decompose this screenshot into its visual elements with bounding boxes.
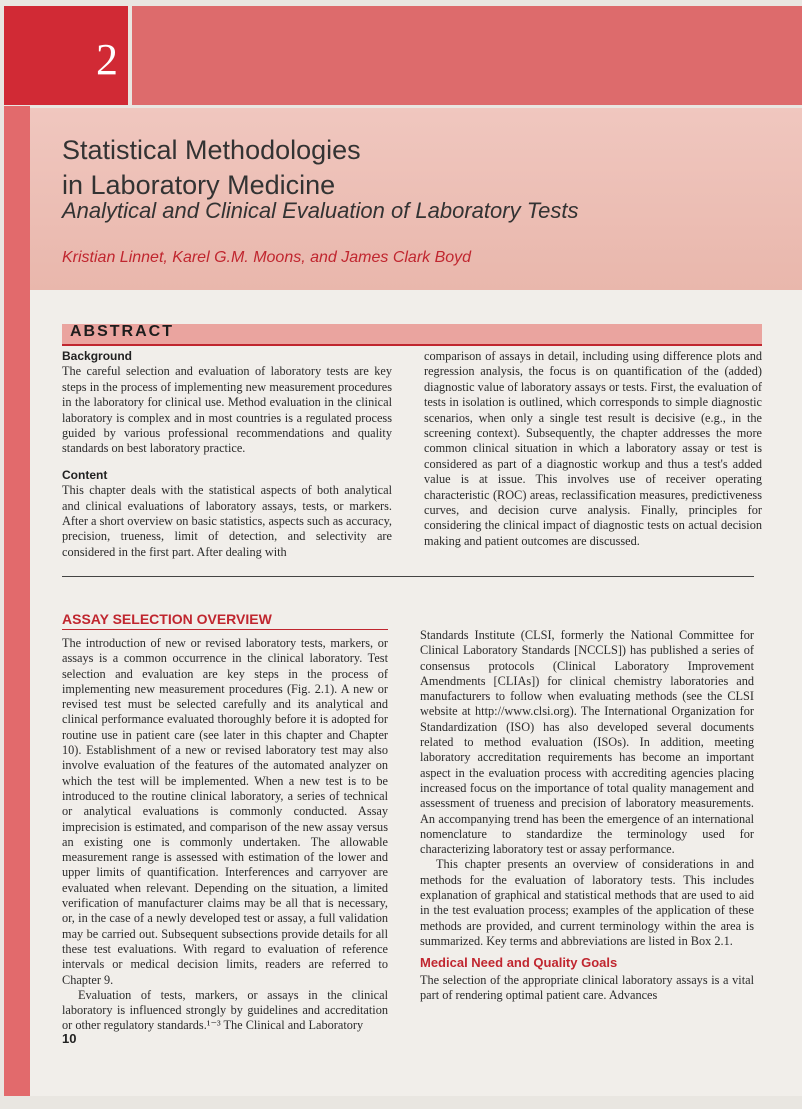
- chapter-title-line2: in Laboratory Medicine: [62, 170, 336, 200]
- page-number: 10: [62, 1031, 77, 1046]
- chapter-number: 2: [96, 35, 118, 84]
- abstract-divider: [62, 576, 754, 577]
- background-heading: Background: [62, 349, 133, 363]
- chapter-authors: Kristian Linnet, Karel G.M. Moons, and James Clark Boyd: [62, 249, 472, 266]
- content-text: This chapter deals with the statistical aspects of both analytical and clinical evaluations of laboratory assays, tests, or markers. After a short overview on basic statistics, aspects such as accuracy, precision, trueness, limit of detection, and selectivity are considered in the first part. After dealing with: [62, 483, 392, 559]
- chapter-title-line1: Statistical Methodologies: [62, 135, 361, 165]
- abstract-continued-text: comparison of assays in detail, including using difference plots and regression analysis, the focus is on quantification of the (added) diagnostic value of laboratory assays or tests. First, the evaluation of tests in isolation is outlined, which corresponds to simple diagnostic scenarios, when only a single test result is decisive (e.g., in the screening context). Subsequently, the chapter addresses the more common clinical situation in which a laboratory assay or test is considered as part of a diagnostic workup and thus a test's added value is at issue. This involves use of receiver operating characteristic (ROC) areas, reclassification measures, predictiveness curves, and decision curve analysis. Finally, principles for considering the clinical impact of diagnostic tests on actual decision making and patient outcomes are discussed.: [424, 349, 762, 548]
- content-heading: Content: [62, 467, 108, 482]
- subsection-title: Medical Need and Quality Goals: [420, 955, 618, 971]
- body-paragraph: Evaluation of tests, markers, or assays in the clinical laboratory is influenced strongly by guidelines and accreditation or other regulatory standards.¹⁻³ The Clinical and Laboratory: [62, 987, 388, 1033]
- body-paragraph: This chapter presents an overview of considerations in and methods for the evaluation of laboratory tests. This includes explanation of graphical and statistical methods that are used to aid in the test evaluation process; examples of the application of these methods are provided, and current terminology within the area is summarized. Key terms and abbreviations are listed in Box 2.1.: [420, 857, 754, 948]
- abstract-left-column: [62, 349, 392, 560]
- chapter-subtitle: Analytical and Clinical Evaluation of Laboratory Tests: [62, 198, 579, 223]
- body-paragraph: The selection of the appropriate clinical laboratory assays is a vital part of rendering optimal patient care. Advances: [420, 972, 754, 1002]
- left-margin-stripe: [4, 106, 30, 1096]
- background-text: The careful selection and evaluation of laboratory tests are key steps in the process of implementing new measurement procedures in the laboratory for clinical use. Method evaluation in the clinical laboratory is complex and in most countries is a regulated process guided by various professional recommendations and quality standards on best laboratory practice.: [62, 364, 392, 456]
- body-right-column: [420, 628, 754, 1003]
- header-band: [132, 6, 802, 105]
- section-title: ASSAY SELECTION OVERVIEW: [62, 611, 272, 627]
- body-left-column: [62, 636, 388, 1034]
- body-paragraph: Standards Institute (CLSI, formerly the National Committee for Clinical Laboratory Standards [NCCLS]) has published a series of consensus protocols (Clinical Laboratory Improvement Amendments [CLIAs]) for clinical chemistry laboratories and manufacturers to follow when evaluating methods (see the CLSI website at http://www.clsi.org). The International Organization for Standardization (ISO) has also developed several documents related to method evaluation (ISOs). In addition, meeting laboratory accreditation requirements has become an important aspect in the evaluation process with accrediting agencies placing increased focus on the importance of total quality management and assessment of trueness and precision of laboratory measurements. An accompanying trend has been the emergence of an international nomenclature to standardize the terminology used for characterizing laboratory test or assay performance.: [420, 628, 754, 857]
- body-paragraph: The introduction of new or revised laboratory tests, markers, or assays is a common occurrence in the clinical laboratory. Test selection and evaluation are key steps in the process of implementing new measurement procedures (Fig. 2.1). A new or revised test must be selected carefully and its analytical and clinical performance evaluated thoroughly before it is adopted for routine use in patient care (see later in this chapter and Chapter 10). Establishment of a new or revised laboratory test may also involve evaluation of the features of the automated analyzer on which the test will be implemented. When a new test is to be introduced to the routine clinical laboratory, a series of technical or analytical evaluations is commonly conducted. Assay imprecision is estimated, and comparison of the new assay versus an existing one is commonly undertaken. The allowable measurement range is assessed with estimation of the lower and upper limits of quantification. Interferences and carryover are evaluated when relevant. Depending on the situation, a limited verification of manufacturer claims may be all that is necessary, or, in the case of a newly developed test or assay, a full validation may be carried out. Subsequent subsections provide details for all these test evaluations. With regard to evaluation of reference intervals or medical decision limits, readers are referred to Chapter 9.: [62, 636, 388, 987]
- section-title-underline: [62, 629, 388, 630]
- abstract-label: ABSTRACT: [70, 323, 174, 340]
- abstract-right-column: [424, 349, 762, 549]
